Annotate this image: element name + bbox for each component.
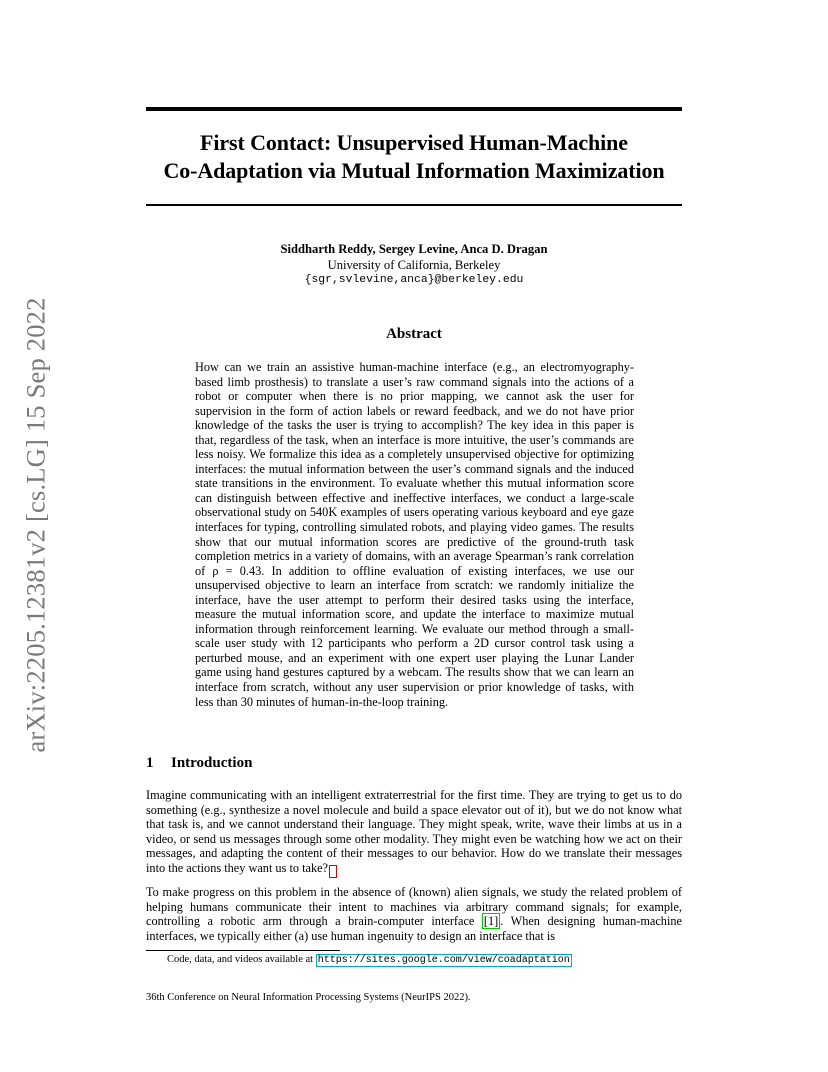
footnote (167, 953, 687, 968)
footnote-link[interactable] (329, 865, 337, 878)
arxiv-id-stamp: arXiv:2205.12381v2 [cs.LG] 15 Sep 2022 (20, 297, 51, 753)
section-title: Introduction (171, 755, 253, 771)
title-line-2: Co-Adaptation via Mutual Information Maximization (163, 158, 665, 183)
author-block (146, 242, 682, 289)
arxiv-sidebar (8, 290, 64, 760)
footnote-rule (146, 950, 340, 951)
title-bottom-rule (146, 204, 682, 206)
title-top-rule (146, 107, 682, 111)
abstract-heading: Abstract (386, 326, 442, 342)
footnote-text: Code, data, and videos available at (167, 954, 316, 965)
intro-paragraph-2 (146, 885, 682, 943)
title-line-1: First Contact: Unsupervised Human-Machine (200, 130, 628, 155)
author-names: Siddharth Reddy, Sergey Levine, Anca D. Dragan (280, 242, 548, 256)
citation-link[interactable]: [1] (483, 914, 499, 928)
author-email: {sgr,svlevine,anca}@berkeley.edu (304, 274, 524, 287)
venue-footer: 36th Conference on Neural Information Processing Systems (NeurIPS 2022). (146, 992, 471, 1003)
intro-paragraph-2-text-b: . When designing human-machine interfaces, we typically either (a) use human ingenuity to design an interface that is (146, 914, 682, 943)
footnote-url-link[interactable]: https://sites.google.com/view/coadaptation (317, 955, 570, 966)
abstract-body: How can we train an assistive human-machine interface (e.g., an electromyography-based limb prosthesis) to translate a user’s raw command signals into the actions of a robot or computer when there is no prior mapping, we cannot ask the user for supervision in the form of action labels or reward feedback, and we do not have prior knowledge of the tasks the user is trying to accomplish? The key idea in this paper is that, regardless of the task, when an interface is more intuitive, the user’s commands are less noisy. We formalize this idea as a completely unsupervised objective for optimizing interfaces: the mutual information between the user’s command signals and the induced state transitions in the environment. To evaluate whether this mutual information score can distinguish between effective and ineffective interfaces, we conduct a large-scale observational study on 540K examples of users operating various keyboard and eye gaze interfaces for typing, controlling simulated robots, and playing video games. The results show that our mutual information scores are predictive of the ground-truth task completion metrics in a variety of domains, with an average Spearman’s rank correlation of ρ = 0.43. In addition to offline evaluation of existing interfaces, we use our unsupervised objective to learn an interface from scratch: we randomly initialize the interface, have the user attempt to perform their desired tasks using the interface, measure the mutual information score, and update the interface to maximize mutual information through reinforcement learning. We evaluate our method through a small-scale user study with 12 participants who perform a 2D cursor control task using a perturbed mouse, and an experiment with one expert user playing the Lunar Lander game using hand gestures captured by a webcam. The results show that we can learn an interface from scratch, without any user supervision or prior knowledge of tasks, with less than 30 minutes of human-in-the-loop training. (195, 360, 634, 709)
section-heading-introduction (146, 755, 682, 772)
section-number: 1 (146, 755, 154, 771)
intro-paragraph-2-text-a: To make progress on this problem in the absence of (known) alien signals, we study the related problem of helping humans communicate their intent to machines via arbitrary command signals; for example, controlling a robotic arm through a brain-computer interface (146, 885, 682, 928)
intro-paragraph-1-text: Imagine communicating with an intelligent extraterrestrial for the first time. They are trying to get us to do something (e.g., synthesize a novel molecule and build a space elevator out of it), but we do not know what that task is, and we cannot understand their language. They might speak, write, wave their limbs at us in a video, or send us messages through some other modality. They might even be watching how we act on their messages, and adapting the content of their messages to our behavior. How do we translate their messages into the actions they want us to take? (146, 788, 682, 875)
paper-title (146, 129, 682, 185)
intro-paragraph-1 (146, 788, 682, 878)
author-affiliation: University of California, Berkeley (327, 257, 501, 272)
